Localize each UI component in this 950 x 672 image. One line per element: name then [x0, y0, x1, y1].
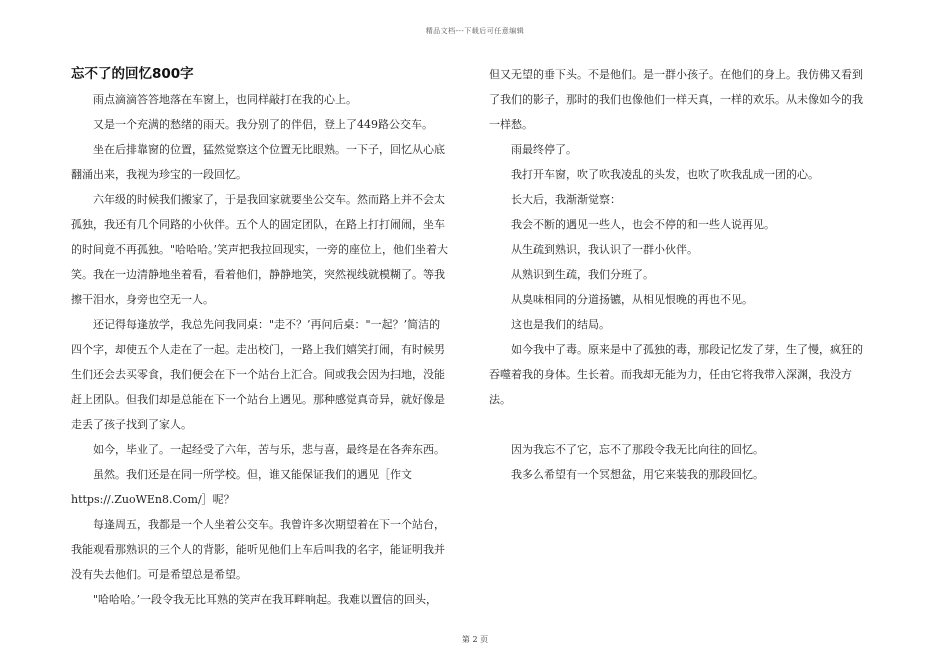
paragraph: 又是一个充满的愁绪的雨天。我分别了的伴侣，登上了449路公交车。	[93, 118, 433, 131]
paragraph: 我多么希望有一个冥想盆，用它来装我的那段回忆。	[511, 468, 764, 481]
page-header: 精品文档---下载后可任意编辑	[425, 27, 525, 35]
paragraph: 如今，毕业了。一起经受了六年，苦与乐，悲与喜，最终是在各奔东西。	[93, 443, 445, 456]
paragraph: 我打开车窗，吹了吹我凌乱的头发，也吹了吹我乱成一团的心。	[511, 168, 819, 181]
paragraph: 还记得每逢放学，我总先问我同桌："走不？’再问后桌："一起？’简洁的四个字，却使五个人走在了一起。走出校门，一路上我们嬉笑打闹，有时候男生们还会去买零食，我们便会在下一个站台上汇合。间或我会因为扫地，没能赶上团队。但我们却是总能在下一个站台上遇见。那种感觉真奇异，就好像是走丢了孩子找到了家人。	[71, 318, 445, 431]
paragraph: 我会不断的遇见一些人，也会不停的和一些人说再见。	[511, 218, 775, 231]
paragraph: 从熟识到生疏，我们分班了。	[511, 268, 654, 281]
paragraph: 每逢周五，我都是一个人坐着公交车。我曾许多次期望着在下一个站台，我能观看那熟识的三个人的背影，能听见他们上车后叫我的名字，能证明我并没有失去他们。可是希望总是希望。	[71, 518, 445, 581]
paragraph: 如今我中了毒。原来是中了孤独的毒，那段记忆发了芽，生了慢，疯狂的吞噬着我的身体。生长着。而我却无能为力，任由它将我带入深渊，我没方法。	[489, 343, 863, 406]
paragraph: 六年级的时候我们搬家了，于是我回家就要坐公交车。然而路上并不会太孤独，我还有几个同路的小伙伴。五个人的固定团队，在路上打打闹闹，坐车的时间竟不再孤独。"哈哈哈。’笑声把我拉回现实，一旁的座位上，他们坐着大笑。我在一边清静地坐着看，看着他们，静静地笑，突然视线就模糊了。等我擦干泪水，身旁也空无一人。	[71, 193, 449, 306]
left-column	[71, 62, 451, 612]
paragraph: 虽然。我们还是在同一所学校。但，谁又能保证我们的遇见［作文https://.ZuoWEn8.Com/］呢？	[71, 468, 412, 506]
right-column	[489, 62, 869, 487]
paragraph: 坐在后排靠窗的位置，猛然觉察这个位置无比眼熟。一下子，回忆从心底翻涌出来，我视为珍宝的一段回忆。	[71, 143, 445, 181]
page-number: 第 2 页	[461, 635, 489, 644]
paragraph: 这也是我们的结局。	[511, 318, 610, 331]
article-title: 忘不了的回忆800字	[71, 66, 194, 82]
paragraph: 从臭味相同的分道扬镳，从相见恨晚的再也不见。	[511, 293, 753, 306]
paragraph: 因为我忘不了它，忘不了那段令我无比向往的回忆。	[511, 443, 764, 456]
paragraph: 雨最终停了。	[511, 143, 577, 156]
paragraph-gap	[489, 412, 869, 437]
paragraph: 从生疏到熟识，我认识了一群小伙伴。	[511, 243, 698, 256]
paragraph-continuation: 但又无望的垂下头。不是他们。是一群小孩子。在他们的身上。我仿佛又看到了我们的影子，那时的我们也像他们一样天真，一样的欢乐。从未像如今的我一样愁。	[489, 68, 863, 131]
paragraph: 长大后，我渐渐觉察：	[511, 193, 621, 206]
paragraph: "哈哈哈。’一段令我无比耳熟的笑声在我耳畔响起。我难以置信的回头，	[93, 593, 438, 606]
paragraph: 雨点滴滴答答地落在车窗上，也同样敲打在我的心上。	[93, 93, 357, 106]
